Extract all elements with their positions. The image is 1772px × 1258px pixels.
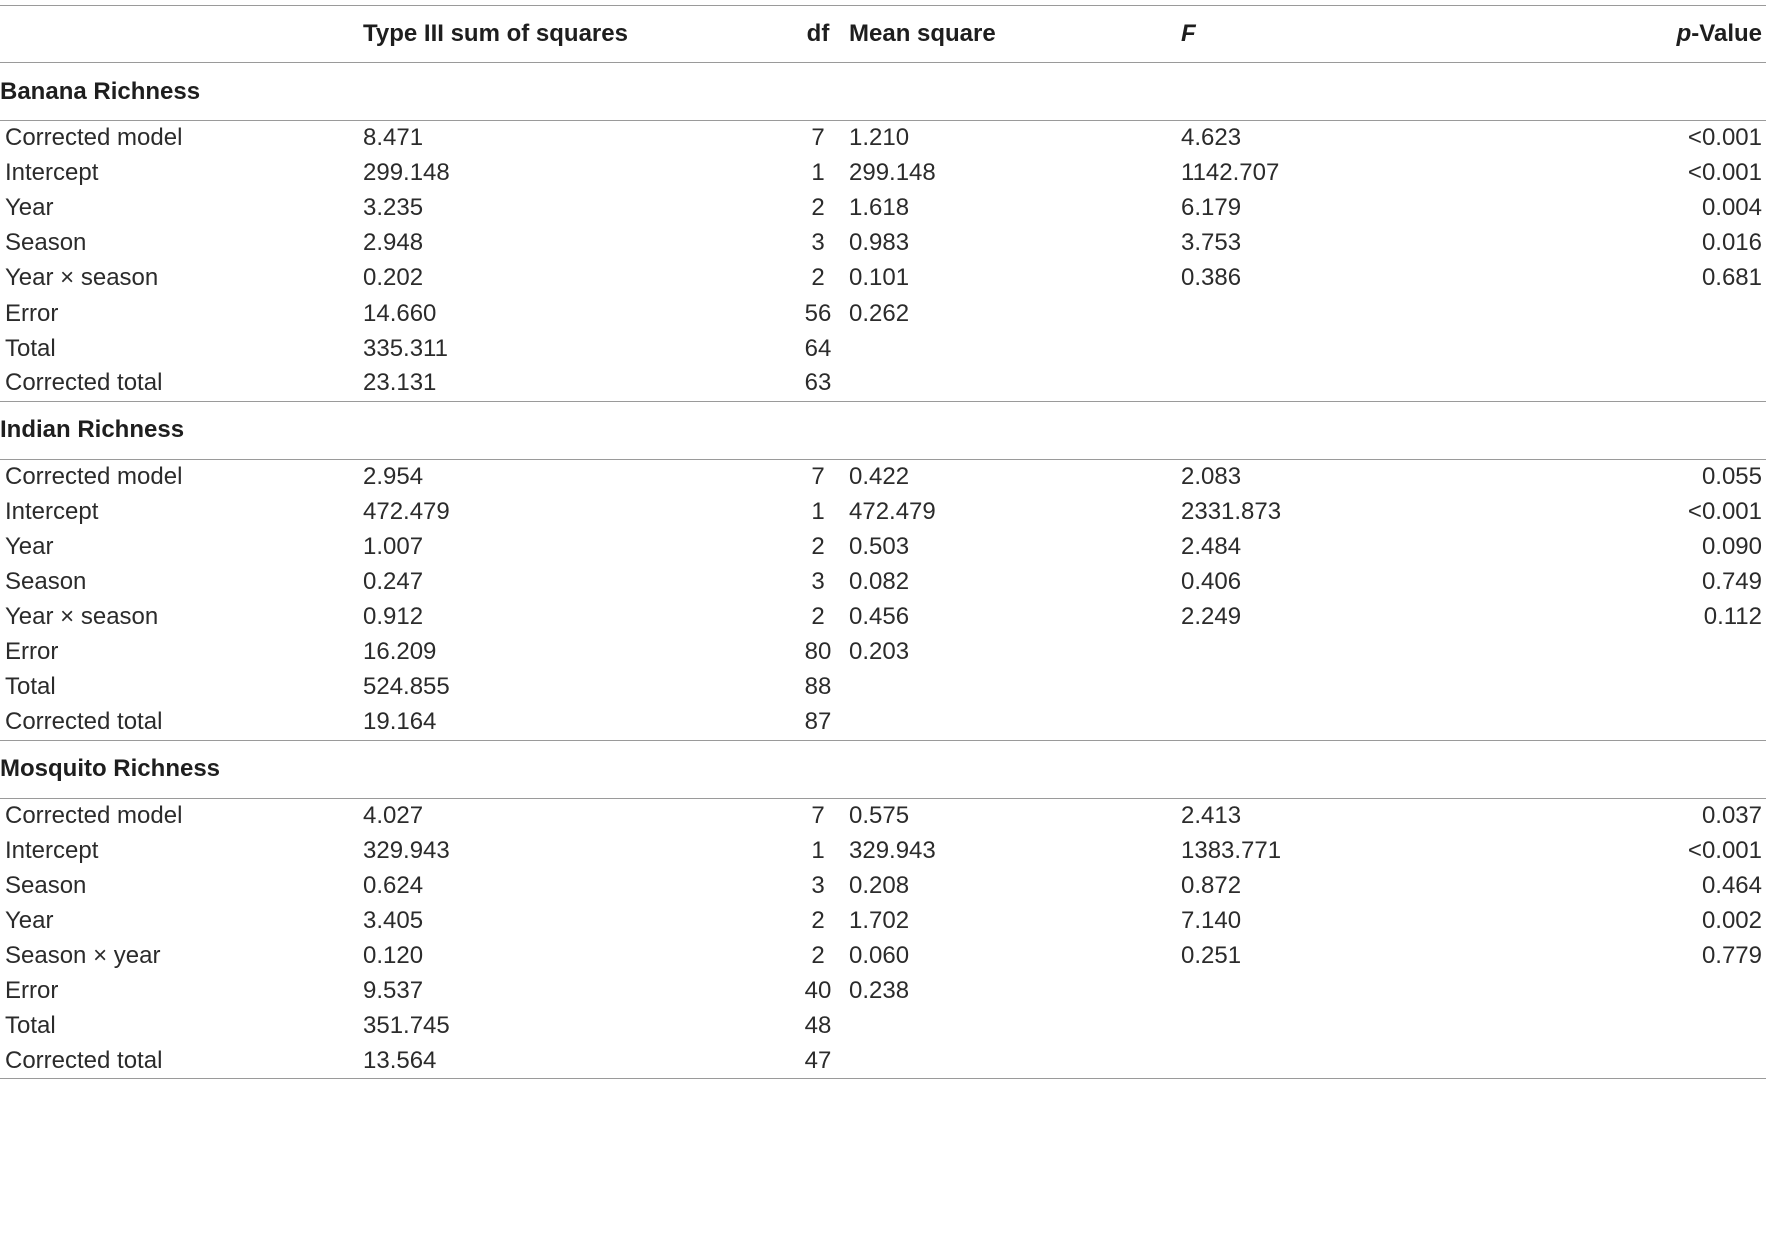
cell-p-value: 0.016 [1701,229,1762,257]
cell-df: 2 [811,906,825,934]
cell-term: Total [5,334,56,362]
cell-term: Corrected total [5,708,163,736]
cell-df: 2 [811,603,825,631]
table-row [0,903,1766,938]
cell-f [1181,705,1471,740]
cell-sum-of-squares: 3.405 [363,906,424,934]
cell-mean-square [849,670,1181,705]
cell-p-value: <0.001 [1687,497,1762,525]
cell-p-value [1471,331,1766,366]
cell-mean-square: 0.422 [849,463,910,491]
table-row [0,938,1766,973]
table-row [0,366,1766,401]
header-row [0,6,1766,63]
cell-sum-of-squares: 23.131 [363,369,437,397]
cell-mean-square: 0.060 [849,941,910,969]
cell-mean-square [849,1009,1181,1044]
cell-p-value [1471,1044,1766,1079]
table-row [0,191,1766,226]
header-f: F [1181,6,1471,63]
cell-p-value [1471,705,1766,740]
cell-sum-of-squares: 14.660 [363,299,437,327]
cell-term: Corrected model [5,124,183,152]
cell-sum-of-squares: 9.537 [363,977,424,1005]
cell-mean-square: 0.208 [849,871,910,899]
cell-df: 3 [811,568,825,596]
cell-term: Error [5,977,59,1005]
cell-p-value [1471,973,1766,1008]
cell-f [1181,366,1471,401]
cell-mean-square: 0.503 [849,532,910,560]
cell-term: Corrected model [5,463,183,491]
header-mean-square: Mean square [849,6,1181,63]
cell-sum-of-squares: 472.479 [363,497,450,525]
cell-p-value [1471,366,1766,401]
cell-mean-square [849,705,1181,740]
cell-f: 1383.771 [1181,836,1282,864]
cell-p-value: 0.090 [1701,532,1762,560]
cell-df: 1 [811,497,825,525]
cell-df: 40 [804,977,832,1005]
cell-mean-square: 0.238 [849,977,910,1005]
cell-mean-square: 0.101 [849,264,910,292]
cell-df: 7 [811,124,825,152]
header-p-italic: p [1676,20,1692,47]
table-row [0,331,1766,366]
cell-term: Intercept [5,497,99,525]
cell-f: 6.179 [1181,194,1242,222]
cell-term: Season [5,871,87,899]
cell-p-value [1471,1009,1766,1044]
cell-mean-square [849,366,1181,401]
cell-sum-of-squares: 351.745 [363,1012,450,1040]
cell-f: 7.140 [1181,906,1242,934]
cell-f [1181,635,1471,670]
table-row [0,1044,1766,1079]
cell-f: 2.249 [1181,603,1242,631]
section-title-row [0,740,1766,798]
cell-term: Year × season [5,603,159,631]
header-p-value [1471,6,1766,63]
section-banana-richness [0,63,1766,402]
cell-p-value: 0.004 [1701,194,1762,222]
cell-f: 4.623 [1181,124,1242,152]
cell-p-value [1471,670,1766,705]
cell-p-value: <0.001 [1687,124,1762,152]
cell-sum-of-squares: 13.564 [363,1044,787,1079]
cell-term: Total [5,673,56,701]
cell-df: 1 [811,159,825,187]
cell-f [1181,331,1471,366]
table-row [0,565,1766,600]
cell-f: 0.872 [1181,871,1242,899]
cell-mean-square: 299.148 [849,159,936,187]
table-row [0,1009,1766,1044]
cell-df: 7 [811,463,825,491]
table-row [0,635,1766,670]
cell-p-value: <0.001 [1687,159,1762,187]
section-title-row [0,63,1766,121]
cell-p-value [1471,635,1766,670]
cell-term: Error [5,299,59,327]
cell-sum-of-squares: 0.912 [363,603,424,631]
table-row [0,798,1766,833]
table-row [0,529,1766,564]
cell-df: 64 [804,334,832,362]
cell-f: 3.753 [1181,229,1242,257]
table-row [0,296,1766,331]
cell-sum-of-squares: 0.247 [363,568,424,596]
section-title: Mosquito Richness [0,740,1766,798]
table-row [0,833,1766,868]
table-row [0,670,1766,705]
cell-df: 63 [804,369,832,397]
cell-p-value: 0.464 [1701,871,1762,899]
cell-sum-of-squares: 2.954 [363,463,424,491]
table-row [0,156,1766,191]
cell-sum-of-squares: 3.235 [363,194,424,222]
header-p-rest: -Value [1691,20,1762,47]
cell-sum-of-squares: 19.164 [363,708,437,736]
cell-p-value: 0.749 [1701,568,1762,596]
cell-sum-of-squares: 8.471 [363,124,424,152]
cell-sum-of-squares: 0.624 [363,871,424,899]
cell-f: 2.413 [1181,801,1242,829]
table-header [0,6,1766,63]
cell-df: 1 [811,836,825,864]
cell-p-value: 0.112 [1703,603,1762,631]
cell-f [1181,296,1471,331]
header-df: df [787,6,849,63]
table-row [0,705,1766,740]
cell-f: 0.251 [1181,941,1242,969]
cell-mean-square: 0.203 [849,638,910,666]
cell-f: 2.484 [1181,532,1242,560]
cell-f: 2.083 [1181,463,1242,491]
cell-f [1181,1009,1471,1044]
cell-term: Season [5,568,87,596]
cell-mean-square: 0.575 [849,801,910,829]
anova-table [0,5,1766,1079]
cell-p-value: 0.779 [1701,941,1762,969]
cell-sum-of-squares: 335.311 [363,334,448,362]
cell-df: 2 [811,941,825,969]
cell-sum-of-squares: 0.202 [363,264,424,292]
cell-df: 87 [804,708,832,736]
cell-mean-square: 1.210 [849,124,910,152]
cell-df: 3 [811,871,825,899]
cell-term: Corrected model [5,801,183,829]
cell-mean-square: 472.479 [849,497,936,525]
cell-p-value: 0.002 [1701,906,1762,934]
table-row [0,494,1766,529]
cell-term: Year [5,906,54,934]
cell-p-value: 0.681 [1701,264,1762,292]
table-row [0,261,1766,296]
cell-df: 2 [811,532,825,560]
cell-df: 56 [804,299,832,327]
cell-sum-of-squares: 329.943 [363,836,450,864]
cell-term: Total [5,1012,56,1040]
cell-f: 0.386 [1181,264,1242,292]
cell-df: 47 [787,1044,849,1079]
cell-p-value: 0.055 [1701,463,1762,491]
cell-sum-of-squares: 4.027 [363,801,424,829]
table-row [0,973,1766,1008]
cell-p-value: <0.001 [1687,836,1762,864]
cell-df: 3 [811,229,825,257]
cell-term: Season × year [5,941,161,969]
header-sum-of-squares: Type III sum of squares [363,6,787,63]
cell-mean-square: 0.262 [849,299,910,327]
table-row [0,226,1766,261]
table-row [0,121,1766,156]
cell-f: 1142.707 [1181,159,1280,187]
cell-sum-of-squares: 1.007 [363,532,424,560]
cell-mean-square: 329.943 [849,836,936,864]
cell-mean-square [849,331,1181,366]
cell-df: 88 [804,673,832,701]
table-row [0,459,1766,494]
section-mosquito-richness [0,740,1766,1079]
cell-mean-square [849,1044,1181,1079]
cell-f [1181,670,1471,705]
cell-term: Season [5,229,87,257]
cell-f: 2331.873 [1181,497,1282,525]
cell-df: 7 [811,801,825,829]
cell-p-value: 0.037 [1701,801,1762,829]
cell-term: Year [5,194,54,222]
section-title-row [0,401,1766,459]
section-title: Banana Richness [0,63,1766,121]
cell-term: Intercept [5,159,99,187]
cell-term: Intercept [5,836,99,864]
cell-term: Corrected total [5,369,163,397]
cell-term: Error [5,638,59,666]
cell-f: 0.406 [1181,568,1242,596]
cell-term: Year × season [5,264,159,292]
cell-mean-square: 0.456 [849,603,910,631]
cell-term: Corrected total [0,1044,363,1079]
cell-sum-of-squares: 2.948 [363,229,424,257]
cell-mean-square: 1.702 [849,906,910,934]
cell-mean-square: 0.983 [849,229,910,257]
cell-df: 2 [811,264,825,292]
cell-term: Year [5,532,54,560]
cell-f [1181,1044,1471,1079]
section-indian-richness [0,401,1766,740]
section-title: Indian Richness [0,401,1766,459]
table-row [0,868,1766,903]
cell-p-value [1471,296,1766,331]
cell-df: 48 [804,1012,832,1040]
cell-sum-of-squares: 524.855 [363,673,450,701]
header-term [0,6,363,63]
cell-sum-of-squares: 16.209 [363,638,437,666]
cell-sum-of-squares: 0.120 [363,941,424,969]
cell-sum-of-squares: 299.148 [363,159,450,187]
cell-df: 2 [811,194,825,222]
cell-mean-square: 1.618 [849,194,910,222]
cell-f [1181,973,1471,1008]
cell-df: 80 [804,638,832,666]
table-row [0,600,1766,635]
cell-mean-square: 0.082 [849,568,910,596]
